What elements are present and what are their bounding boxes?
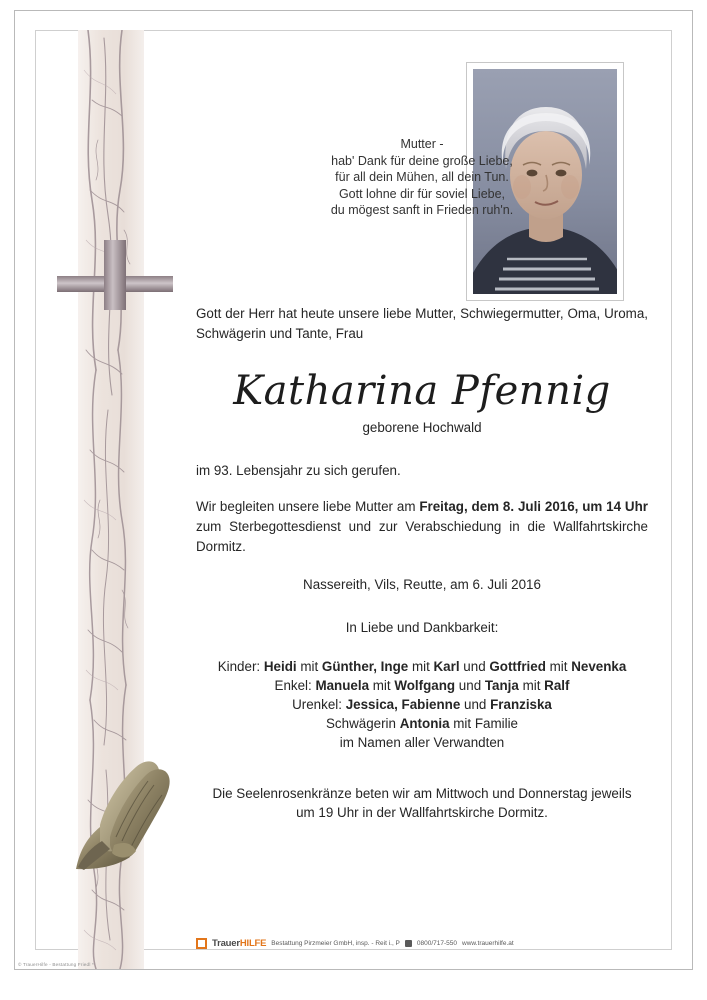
maiden-name: geborene Hochwald: [362, 419, 482, 435]
family-connector: mit: [518, 677, 545, 693]
poem-line: du mögest sanft in Frieden ruh'n.: [330, 203, 514, 217]
family-connector: im Namen aller Verwandten: [339, 734, 505, 750]
service-rest: zum Sterbegottesdienst und zur Verabschiedung in die Wallfahrtskirche Dormitz.: [196, 518, 648, 554]
family-line: [196, 676, 648, 695]
poem-block: [196, 136, 648, 219]
family-line: [196, 733, 648, 752]
brand-name: [212, 938, 266, 949]
family-line: [196, 695, 648, 714]
brand-first: Trauer: [212, 938, 240, 949]
memorial-text-content: [196, 120, 648, 822]
trauerhilfe-logo-icon: [196, 938, 207, 949]
family-connector: mit: [408, 658, 434, 674]
poem-line: Mutter -: [400, 137, 444, 151]
family-connector: mit Familie: [449, 715, 518, 731]
family-role: Urenkel:: [292, 696, 346, 712]
service-lead: Wir begleiten unsere liebe Mutter am: [196, 498, 420, 514]
family-member-name: Jessica, Fabienne: [345, 696, 461, 712]
footer-company: Bestattung Pirzmeier GmbH, insp. - Reit i., P: [271, 940, 400, 947]
cross-vertical-bar: [104, 240, 126, 310]
cross-icon: [57, 240, 173, 310]
family-connector: mit: [545, 658, 572, 674]
poem-line: Gott lohne dir für soviel Liebe,: [338, 186, 506, 201]
deceased-name: Katharina Pfennig: [233, 367, 611, 414]
family-line: [196, 714, 648, 733]
service-paragraph: [196, 497, 648, 557]
family-connector: und: [459, 658, 490, 674]
family-member-name: Günther, Inge: [321, 658, 409, 674]
family-member-name: Manuela: [315, 677, 370, 693]
service-datetime: Freitag, dem 8. Juli 2016, um 14 Uhr: [419, 498, 648, 514]
brand-second: HILFE: [239, 938, 267, 949]
rosary-block: [196, 784, 648, 822]
family-member-name: Tanja: [484, 677, 519, 693]
family-connector: mit: [296, 658, 322, 674]
place-and-date: Nassereith, Vils, Reutte, am 6. Juli 2016: [303, 576, 541, 592]
footer-website[interactable]: www.trauerhilfe.at: [462, 940, 514, 947]
poem-line: für all dein Mühen, all dein Tun.: [335, 170, 509, 184]
family-member-name: Antonia: [399, 715, 450, 731]
rosary-line: um 19 Uhr in der Wallfahrtskirche Dormitz.: [296, 804, 548, 820]
family-member-name: Franziska: [490, 696, 552, 712]
family-line: [196, 657, 648, 676]
family-member-name: Nevenka: [571, 658, 627, 674]
family-member-name: Ralf: [544, 677, 570, 693]
family-connector: und: [455, 677, 485, 693]
family-role: Kinder:: [217, 658, 264, 674]
intro-paragraph: Gott der Herr hat heute unsere liebe Mutter, Schwiegermutter, Oma, Uroma, Schwägerin und Tante, Frau: [196, 305, 648, 341]
family-member-name: Karl: [433, 658, 460, 674]
family-member-name: Heidi: [263, 658, 297, 674]
family-member-name: Gottfried: [489, 658, 546, 674]
family-list: [196, 657, 648, 752]
family-member-name: Wolfgang: [394, 677, 456, 693]
family-role: Enkel:: [274, 677, 316, 693]
family-role: Schwägerin: [326, 715, 400, 731]
footer-phone: 0800/717-550: [416, 940, 458, 947]
gratitude-line: In Liebe und Dankbarkeit:: [345, 619, 499, 635]
praying-hands-icon: [70, 745, 180, 870]
footer-bar: [196, 938, 648, 949]
corner-copyright: © TrauerHilfe - Bestattung Friedl *: [18, 962, 95, 967]
phone-icon: [405, 940, 412, 947]
rosary-line: Die Seelenrosenkränze beten wir am Mittwoch und Donnerstag jeweils: [212, 785, 632, 801]
poem-line: hab' Dank für deine große Liebe,: [331, 153, 513, 168]
family-connector: und: [460, 696, 491, 712]
age-line: im 93. Lebensjahr zu sich gerufen.: [196, 462, 401, 478]
family-connector: mit: [369, 677, 395, 693]
